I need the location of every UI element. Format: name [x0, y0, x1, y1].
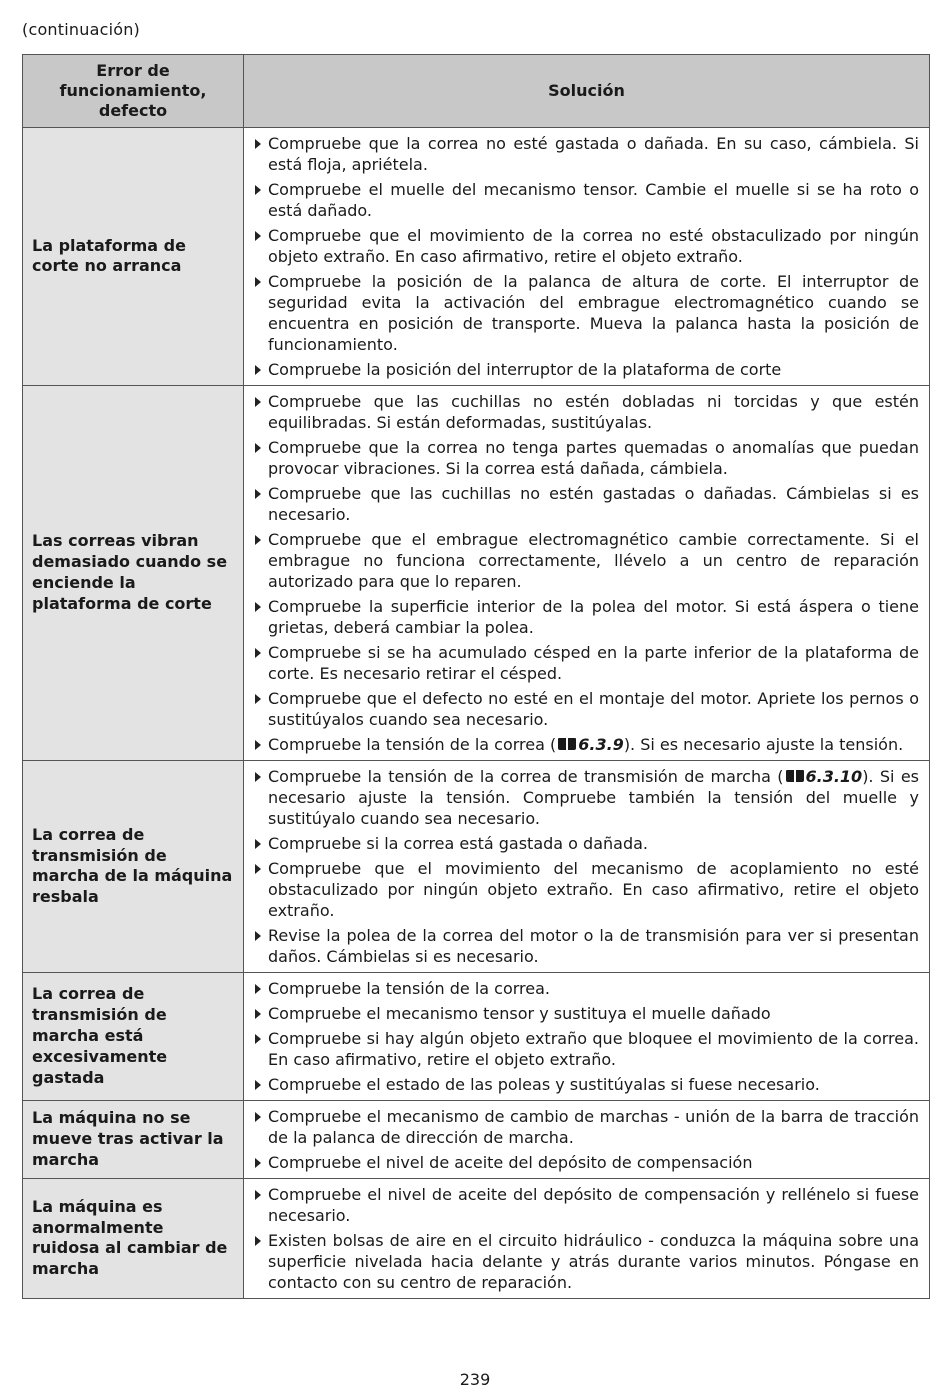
list-item: [254, 530, 919, 592]
table-header-row: [23, 55, 930, 128]
solution-text: Compruebe que las cuchillas no estén dobladas ni torcidas y que estén equilibradas. Si están deformadas, sustitúyalas.: [268, 391, 919, 432]
solution-text: Compruebe la posición de la palanca de altura de corte. El interruptor de seguridad evita la activación del embrague electromagnético cuando se encuentra en posición de transporte. Mueva la palanca hasta la posición de funcionamiento.: [268, 272, 919, 354]
list-item: [254, 643, 919, 685]
solution-text-after-ref: ). Si es necesario ajuste la tensión. Compruebe también la tensión del muelle y sustitúyalo cuando sea necesario.: [268, 767, 920, 828]
solution-text: Compruebe que la correa no esté gastada o dañada. En su caso, cámbiela. Si está floja, apriétela.: [268, 134, 919, 174]
solution-text: Compruebe que el defecto no esté en el montaje del motor. Apriete los pernos o sustitúyalos cuando sea necesario.: [268, 689, 919, 729]
solution-text: Compruebe la tensión de la correa (: [268, 735, 557, 755]
bullet-arrow-icon: [255, 277, 261, 287]
solution-cell: [244, 128, 930, 386]
solution-text: Compruebe el estado de las poleas y sustitúyalas si fuese necesario.: [268, 1075, 820, 1095]
bullet-arrow-icon: [255, 694, 261, 704]
solution-text: Compruebe la posición del interruptor de la plataforma de corte: [268, 359, 782, 379]
solution-text: Compruebe que el movimiento del mecanismo de acoplamiento no esté obstaculizado por ningún objeto extraño. En caso afirmativo, retire el objeto extraño.: [268, 859, 919, 920]
section-reference: 6.3.10: [805, 767, 863, 787]
table-row: [23, 128, 930, 386]
bullet-arrow-icon: [255, 931, 261, 941]
list-item: [254, 1153, 919, 1174]
table-row: [23, 1101, 930, 1179]
solution-list: [254, 134, 919, 381]
solution-text: Compruebe si hay algún objeto extraño que bloquee el movimiento de la correa. En caso afirmativo, retire el objeto extraño.: [268, 1029, 919, 1070]
list-item: [254, 979, 919, 1000]
list-item: [254, 689, 919, 731]
list-item: [254, 438, 919, 480]
bullet-arrow-icon: [255, 1190, 261, 1200]
bullet-arrow-icon: [255, 365, 261, 375]
error-description: Las correas vibran demasiado cuando se enciende la plataforma de corte: [23, 385, 244, 760]
solution-text: Compruebe el mecanismo tensor y sustituya el muelle dañado: [268, 1003, 771, 1023]
error-description: La correa de transmisión de marcha de la máquina resbala: [23, 761, 244, 973]
solution-text: Compruebe la tensión de la correa.: [268, 978, 551, 998]
troubleshooting-table: [22, 54, 930, 1299]
list-item: [254, 1004, 919, 1025]
solution-text: Compruebe que el movimiento de la correa no esté obstaculizado por ningún objeto extraño. En caso afirmativo, retire el objeto extraño.: [268, 226, 919, 266]
list-item: [254, 272, 919, 355]
bullet-arrow-icon: [255, 839, 261, 849]
bullet-arrow-icon: [255, 443, 261, 453]
solution-text: Compruebe que la correa no tenga partes quemadas o anomalías que puedan provocar vibraciones. Si la correa está dañada, cámbiela.: [268, 437, 919, 478]
error-description: La correa de transmisión de marcha está excesivamente gastada: [23, 972, 244, 1100]
solution-list: [254, 1185, 919, 1293]
solution-text: Compruebe la tensión de la correa de transmisión de marcha (: [268, 767, 784, 787]
table-body: [23, 128, 930, 1299]
solution-text: Compruebe la superficie interior de la polea del motor. Si está áspera o tiene grietas, deberá cambiar la polea.: [268, 596, 919, 637]
bullet-arrow-icon: [255, 1034, 261, 1044]
solution-text: Existen bolsas de aire en el circuito hidráulico - conduzca la máquina sobre una superficie nivelada hacia delante y atrás durante varios minutos. Póngase en contacto con su centro de reparación.: [268, 1231, 919, 1292]
list-item: [254, 1107, 919, 1149]
bullet-arrow-icon: [255, 1236, 261, 1246]
list-item: [254, 226, 919, 268]
bullet-arrow-icon: [255, 648, 261, 658]
table-row: [23, 761, 930, 973]
list-item: [254, 597, 919, 639]
list-item: [254, 1185, 919, 1227]
solution-list: [254, 767, 919, 968]
bullet-arrow-icon: [255, 1112, 261, 1122]
solution-text: Compruebe si la correa está gastada o dañada.: [268, 833, 648, 853]
error-description: La máquina no se mueve tras activar la marcha: [23, 1101, 244, 1179]
solution-cell: [244, 761, 930, 973]
solution-text: Compruebe el nivel de aceite del depósito de compensación y rellénelo si fuese necesario.: [268, 1185, 919, 1225]
header-solution: Solución: [244, 55, 930, 128]
solution-list: [254, 392, 919, 756]
solution-text: Compruebe el nivel de aceite del depósito de compensación: [268, 1153, 753, 1173]
list-item: [254, 134, 919, 176]
list-item: [254, 926, 919, 968]
bullet-arrow-icon: [255, 535, 261, 545]
bullet-arrow-icon: [255, 489, 261, 499]
solution-text: Revise la polea de la correa del motor o la de transmisión para ver si presentan daños. Cámbielas si es necesario.: [268, 926, 919, 966]
solution-text: Compruebe el muelle del mecanismo tensor. Cambie el muelle si se ha roto o está dañado.: [268, 180, 919, 220]
bullet-arrow-icon: [255, 1009, 261, 1019]
solution-text: Compruebe que las cuchillas no estén gastadas o dañadas. Cámbielas si es necesario.: [268, 483, 919, 524]
solution-list: [254, 979, 919, 1096]
error-description: La máquina es anormalmente ruidosa al cambiar de marcha: [23, 1179, 244, 1298]
list-item: [254, 735, 919, 756]
solution-text: Compruebe si se ha acumulado césped en la parte inferior de la plataforma de corte. Es necesario retirar el césped.: [268, 643, 919, 683]
list-item: [254, 360, 919, 381]
solution-cell: [244, 972, 930, 1100]
list-item: [254, 1029, 919, 1071]
list-item: [254, 834, 919, 855]
bullet-arrow-icon: [255, 602, 261, 612]
solution-cell: [244, 1179, 930, 1298]
table-row: [23, 1179, 930, 1298]
bullet-arrow-icon: [255, 1158, 261, 1168]
error-description: La plataforma de corte no arranca: [23, 128, 244, 386]
manual-book-icon: [786, 770, 804, 783]
list-item: [254, 1231, 919, 1293]
list-item: [254, 1075, 919, 1096]
bullet-arrow-icon: [255, 231, 261, 241]
table-row: [23, 972, 930, 1100]
bullet-arrow-icon: [255, 185, 261, 195]
table-row: [23, 385, 930, 760]
solution-cell: [244, 1101, 930, 1179]
bullet-arrow-icon: [255, 139, 261, 149]
solution-text-after-ref: ). Si es necesario ajuste la tensión.: [623, 735, 904, 755]
solution-cell: [244, 385, 930, 760]
list-item: [254, 392, 919, 434]
page-number: 239: [459, 1370, 491, 1389]
bullet-arrow-icon: [255, 740, 261, 750]
header-error: Error de funcionamiento, defecto: [23, 55, 244, 128]
list-item: [254, 484, 919, 526]
list-item: [254, 859, 919, 921]
solution-text: Compruebe el mecanismo de cambio de marchas - unión de la barra de tracción de la palanca de dirección de marcha.: [268, 1107, 919, 1147]
bullet-arrow-icon: [255, 864, 261, 874]
list-item: [254, 180, 919, 222]
bullet-arrow-icon: [255, 984, 261, 994]
bullet-arrow-icon: [255, 1080, 261, 1090]
manual-book-icon: [558, 738, 576, 751]
continuation-label: (continuación): [22, 20, 140, 39]
section-reference: 6.3.9: [578, 735, 624, 755]
bullet-arrow-icon: [255, 397, 261, 407]
solution-text: Compruebe que el embrague electromagnético cambie correctamente. Si el embrague no funciona correctamente, llévelo a un centro de reparación autorizado para que lo reparen.: [268, 530, 919, 591]
bullet-arrow-icon: [255, 772, 261, 782]
solution-list: [254, 1107, 919, 1174]
list-item: [254, 767, 919, 829]
